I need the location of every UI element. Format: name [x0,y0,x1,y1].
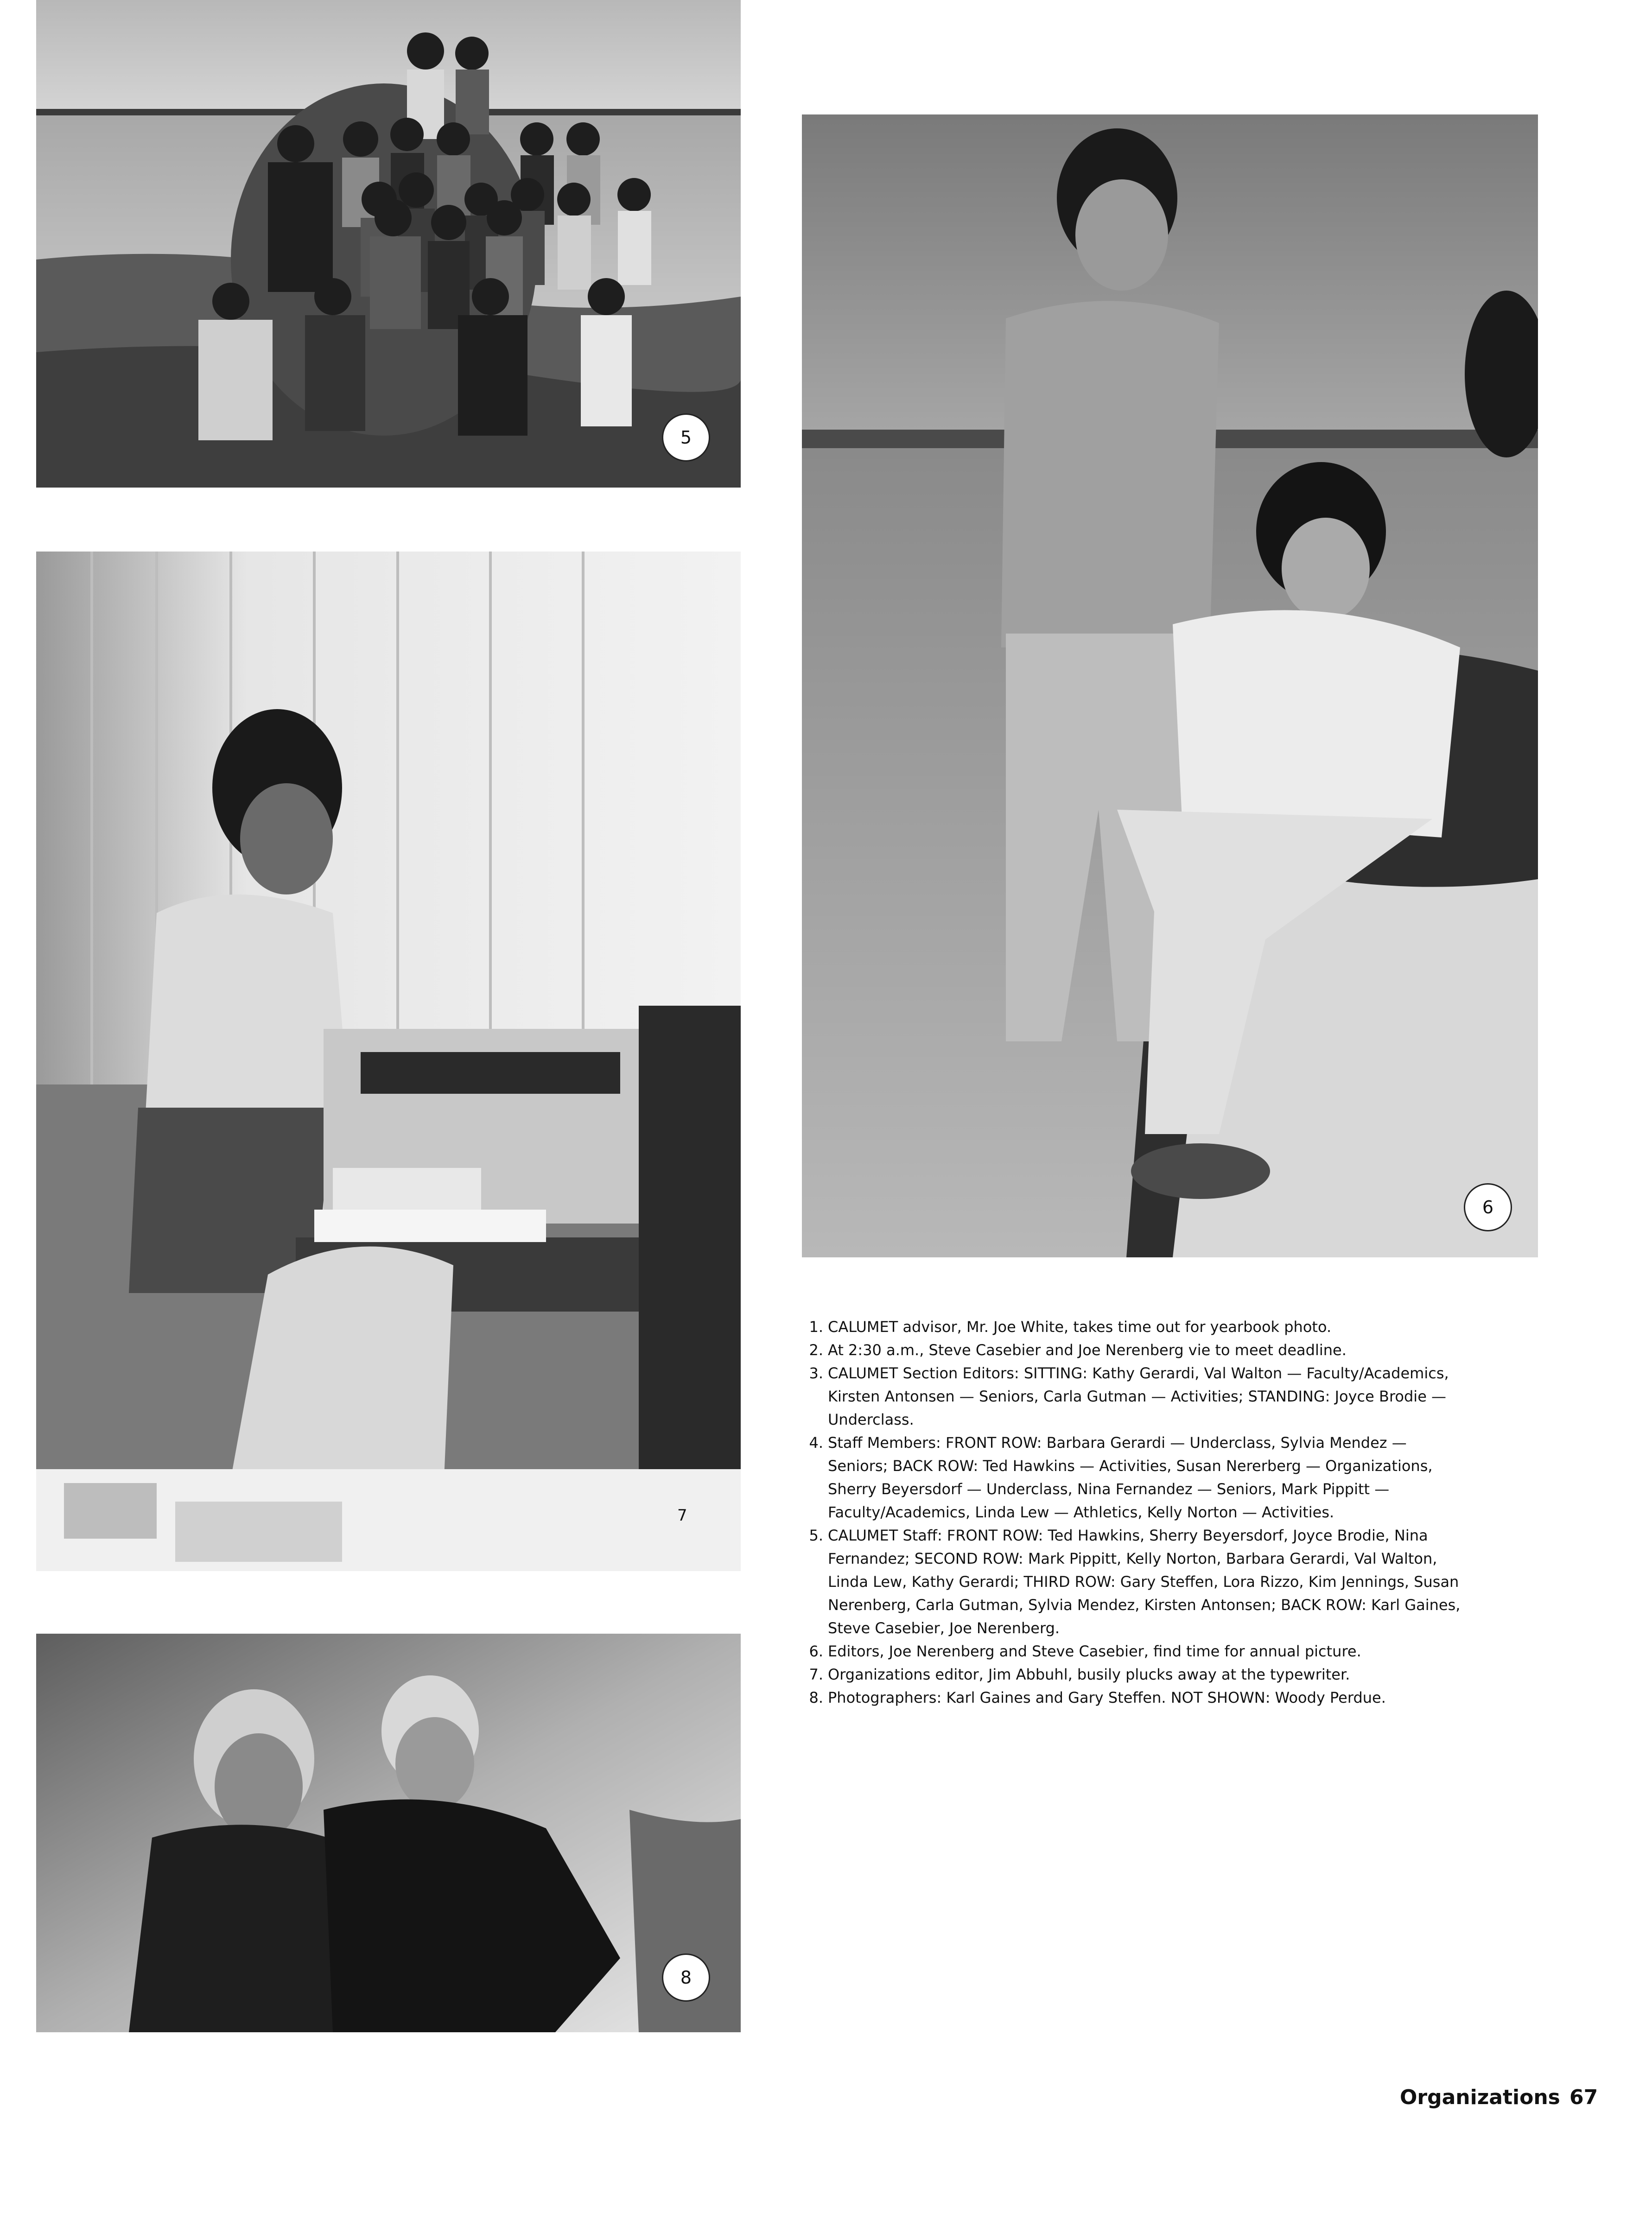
caption-text: CALUMET advisor, Mr. Joe White, takes time out for yearbook photo. [828,1318,1332,1336]
caption-text: Editors, Joe Nerenberg and Steve Casebier, find time for annual picture. [828,1642,1361,1660]
caption-text: At 2:30 a.m., Steve Casebier and Joe Nerenberg vie to meet deadline. [828,1341,1347,1359]
caption-item [801,1524,1468,1640]
photographers-photo-art [36,1634,741,2032]
caption-item [801,1315,1468,1338]
caption-number: 7. [809,1666,823,1683]
section-name: Organizations [1400,2086,1560,2109]
caption-text: Photographers: Karl Gaines and Gary Steffen. NOT SHOWN: Woody Perdue. [828,1689,1386,1706]
caption-number: 3. [809,1364,823,1382]
editors-photo-art [802,114,1538,1257]
photo-number-badge: 6 [1464,1183,1512,1231]
caption-number: 2. [809,1341,823,1359]
caption-number: 4. [809,1434,823,1452]
group-photo-art [36,0,741,488]
caption-list [801,1315,1468,1709]
caption-text: Organizations editor, Jim Abbuhl, busily plucks away at the typewriter. [828,1666,1350,1683]
caption-item [801,1362,1468,1431]
caption-number: 8. [809,1689,823,1706]
group-photo-staff [36,0,741,488]
caption-number: 1. [809,1318,823,1336]
photo-number-badge: 5 [662,413,710,462]
caption-text: CALUMET Staff: FRONT ROW: Ted Hawkins, Sherry Beyersdorf, Joyce Brodie, Nina Fernandez; SECOND ROW: Mark Pippitt, Kelly Norton, Barbara Gerardi, Val Walton, Linda Lew, Kathy Gerardi; THIRD ROW: Gary Steffen, Lora Rizzo, Kim Jennings, Susan Nerenberg, Carla Gutman, Sylvia Mendez, Kirsten Antonsen; BACK ROW: Karl Gaines, Steve Casebier, Joe Nerenberg. [828,1527,1461,1637]
typewriter-photo-art [36,552,741,1571]
typewriter-photo [36,552,741,1571]
caption-item [801,1338,1468,1362]
photographers-photo [36,1634,741,2032]
caption-item [801,1663,1468,1686]
caption-text: Staff Members: FRONT ROW: Barbara Gerardi — Underclass, Sylvia Mendez — Seniors; BACK ROW: Ted Hawkins — Activities, Susan Nererberg — Organizations, Sherry Beyersdorf — Underclass, Nina Fernandez — Seniors, Mark Pippitt — Faculty/Academics, Linda Lew — Athletics, Kelly Norton — Activities. [828,1434,1433,1521]
photo-number-badge: 8 [662,1953,710,2002]
caption-number: 5. [809,1527,823,1544]
caption-text: CALUMET Section Editors: SITTING: Kathy Gerardi, Val Walton — Faculty/Academics, Kirsten Antonsen — Seniors, Carla Gutman — Activities; STANDING: Joyce Brodie — Underclass. [828,1364,1449,1428]
caption-number: 6. [809,1642,823,1660]
caption-item [801,1686,1468,1709]
caption-item [801,1640,1468,1663]
page-footer [1400,2086,1604,2113]
photo-number-label: 7 [677,1506,687,1525]
editors-photo [802,114,1538,1257]
caption-item [801,1431,1468,1524]
page-number: 67 [1569,2086,1598,2109]
